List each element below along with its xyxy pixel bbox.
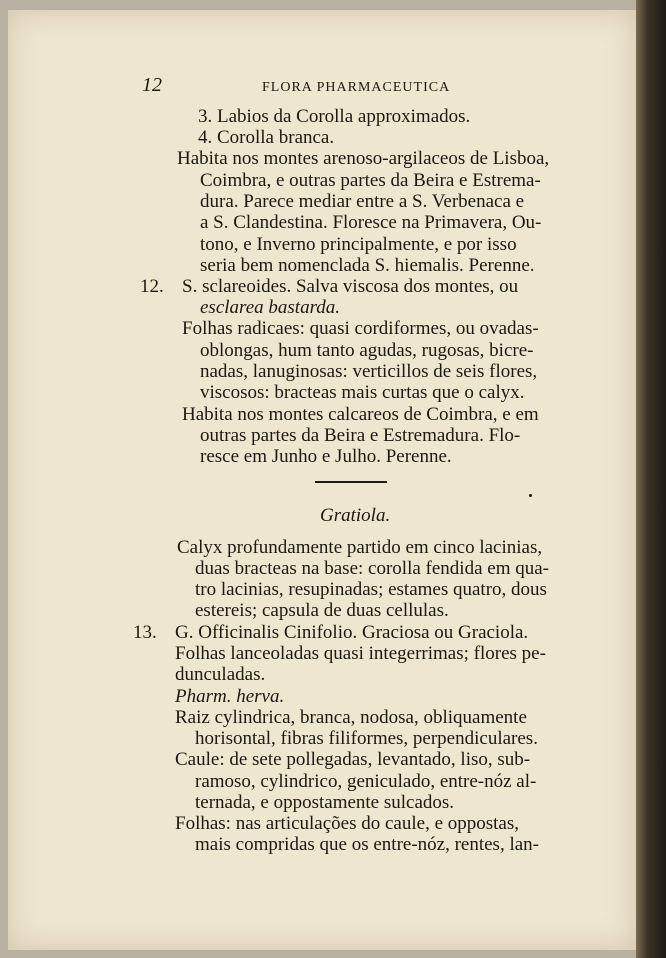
text-line: Coimbra, e outras partes da Beira e Estrema- [200, 170, 541, 191]
text-line: S. sclareoides. Salva viscosa dos montes, ou [182, 276, 519, 297]
text-line: Folhas: nas articulações do caule, e oppostas, [175, 813, 520, 834]
text-line: horisontal, fibras filiformes, perpendiculares. [195, 728, 538, 749]
text-line: 4. Corolla branca. [198, 127, 335, 148]
book-gutter [636, 0, 666, 958]
text-line: viscosos: bracteas mais curtas que o calyx. [200, 382, 525, 403]
text-line: tro lacinias, resupinadas; estames quatro, dous [195, 579, 547, 600]
text-line: mais compridas que os entre-nóz, rentes, lan- [195, 834, 539, 855]
running-title: FLORA PHARMACEUTICA [262, 80, 451, 95]
text-line: Folhas radicaes: quasi cordiformes, ou ovadas- [182, 318, 539, 339]
text-line: dunculadas. [175, 664, 266, 685]
page-number: 12 [142, 74, 162, 96]
text-line: tono, e Inverno principalmente, e por isso [200, 234, 517, 255]
entry-number: 13. [133, 622, 157, 643]
text-line: oblongas, hum tanto agudas, rugosas, bicre- [200, 340, 534, 361]
entry-number: 12. [140, 276, 164, 297]
text-line: ternada, e oppostamente sulcados. [195, 792, 455, 813]
text-line: Raiz cylindrica, branca, nodosa, obliquamente [175, 707, 527, 728]
text-line: Pharm. herva. [175, 686, 285, 707]
text-line: nadas, lanuginosas: verticillos de seis flores, [200, 361, 538, 382]
text-line: estereis; capsula de duas cellulas. [195, 600, 449, 621]
text-line: Caule: de sete pollegadas, levantado, liso, sub- [175, 749, 531, 770]
section-divider [315, 481, 387, 483]
text-line: Habita nos montes arenoso-argilaceos de Lisboa, [177, 148, 550, 169]
text-line: seria bem nomenclada S. hiemalis. Perenne. [200, 255, 535, 276]
section-heading: Gratiola. [320, 505, 391, 526]
text-line: ramoso, cylindrico, geniculado, entre-nóz al- [195, 771, 537, 792]
text-line: Calyx profundamente partido em cinco lacinias, [177, 537, 543, 558]
text-line: duas bracteas na base: corolla fendida em qua- [195, 558, 549, 579]
text-line: outras partes da Beira e Estremadura. Flo- [200, 425, 521, 446]
text-line: Folhas lanceoladas quasi integerrimas; flores pe- [175, 643, 546, 664]
text-line: Habita nos montes calcareos de Coimbra, e em [182, 404, 539, 425]
ink-dot [529, 494, 532, 497]
text-line: resce em Junho e Julho. Perenne. [200, 446, 452, 467]
text-line: a S. Clandestina. Floresce na Primavera, Ou- [200, 212, 542, 233]
text-line: 3. Labios da Corolla approximados. [198, 106, 471, 127]
text-line: dura. Parece mediar entre a S. Verbenaca e [200, 191, 525, 212]
text-line: G. Officinalis Cinifolio. Graciosa ou Graciola. [175, 622, 529, 643]
text-line: esclarea bastarda. [200, 297, 341, 318]
